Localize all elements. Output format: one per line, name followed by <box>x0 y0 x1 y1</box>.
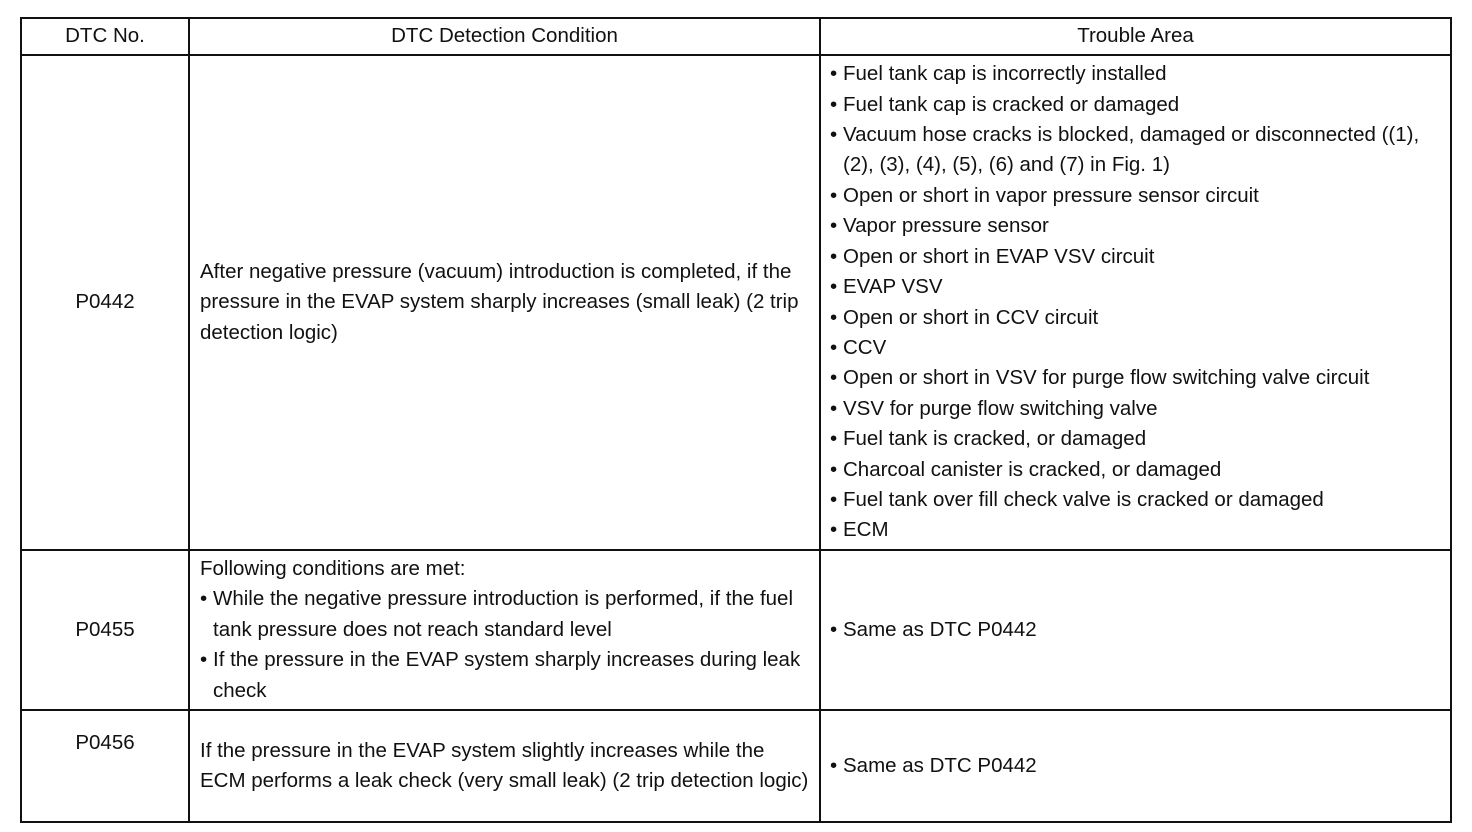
header-detection-condition: DTC Detection Condition <box>189 18 820 55</box>
detection-condition-list <box>200 584 811 706</box>
header-dtc-no: DTC No. <box>21 18 189 55</box>
dtc-code-text: P0456 <box>75 731 135 754</box>
trouble-area-item: • Vapor pressure sensor <box>830 211 1446 241</box>
detection-condition-text: After negative pressure (vacuum) introduction is completed, if the pressure in the EVAP system sharply increases (small leak) (2 trip detection logic) <box>200 259 799 344</box>
table-row <box>21 550 1451 710</box>
trouble-area-item: • VSV for purge flow switching valve <box>830 394 1446 424</box>
dtc-code-cell: P0455 <box>21 550 189 710</box>
trouble-area-cell <box>820 550 1451 710</box>
dtc-code-cell <box>21 710 189 822</box>
trouble-area-cell <box>820 55 1451 550</box>
trouble-area-item: • EVAP VSV <box>830 272 1446 302</box>
header-row <box>21 18 1451 55</box>
detection-condition-item: • While the negative pressure introduction is performed, if the fuel tank pressure does not reach standard level <box>200 584 811 645</box>
trouble-area-item: • Same as DTC P0442 <box>830 615 1446 645</box>
trouble-area-item: • Vacuum hose cracks is blocked, damaged or disconnected ((1), (2), (3), (4), (5), (6) and (7) in Fig. 1) <box>830 120 1446 181</box>
trouble-area-item: • Open or short in EVAP VSV circuit <box>830 242 1446 272</box>
trouble-area-item: • Charcoal canister is cracked, or damaged <box>830 455 1446 485</box>
trouble-area-cell <box>820 710 1451 822</box>
detection-condition-intro: Following conditions are met: <box>200 556 466 580</box>
detection-condition-text: If the pressure in the EVAP system slightly increases while the ECM performs a leak check (very small leak) (2 trip detection logic) <box>200 738 809 792</box>
detection-condition-item: • If the pressure in the EVAP system sharply increases during leak check <box>200 645 811 706</box>
trouble-area-list <box>830 751 1446 781</box>
trouble-area-item: • Fuel tank cap is incorrectly installed <box>830 59 1446 89</box>
dtc-table <box>20 17 1452 823</box>
trouble-area-item: • Fuel tank over fill check valve is cracked or damaged <box>830 485 1446 515</box>
trouble-area-item: • Same as DTC P0442 <box>830 751 1446 781</box>
trouble-area-list <box>830 615 1446 645</box>
detection-condition-cell <box>189 550 820 710</box>
detection-condition-cell <box>189 55 820 550</box>
table-row <box>21 55 1451 550</box>
detection-condition-cell <box>189 710 820 822</box>
trouble-area-list <box>830 59 1446 546</box>
trouble-area-item: • Fuel tank is cracked, or damaged <box>830 424 1446 454</box>
table-row <box>21 710 1451 822</box>
trouble-area-item: • Open or short in CCV circuit <box>830 303 1446 333</box>
header-trouble-area: Trouble Area <box>820 18 1451 55</box>
trouble-area-item: • ECM <box>830 515 1446 545</box>
trouble-area-item: • Fuel tank cap is cracked or damaged <box>830 90 1446 120</box>
trouble-area-item: • Open or short in VSV for purge flow switching valve circuit <box>830 363 1446 393</box>
trouble-area-item: • Open or short in vapor pressure sensor circuit <box>830 181 1446 211</box>
dtc-code-cell: P0442 <box>21 55 189 550</box>
trouble-area-item: • CCV <box>830 333 1446 363</box>
